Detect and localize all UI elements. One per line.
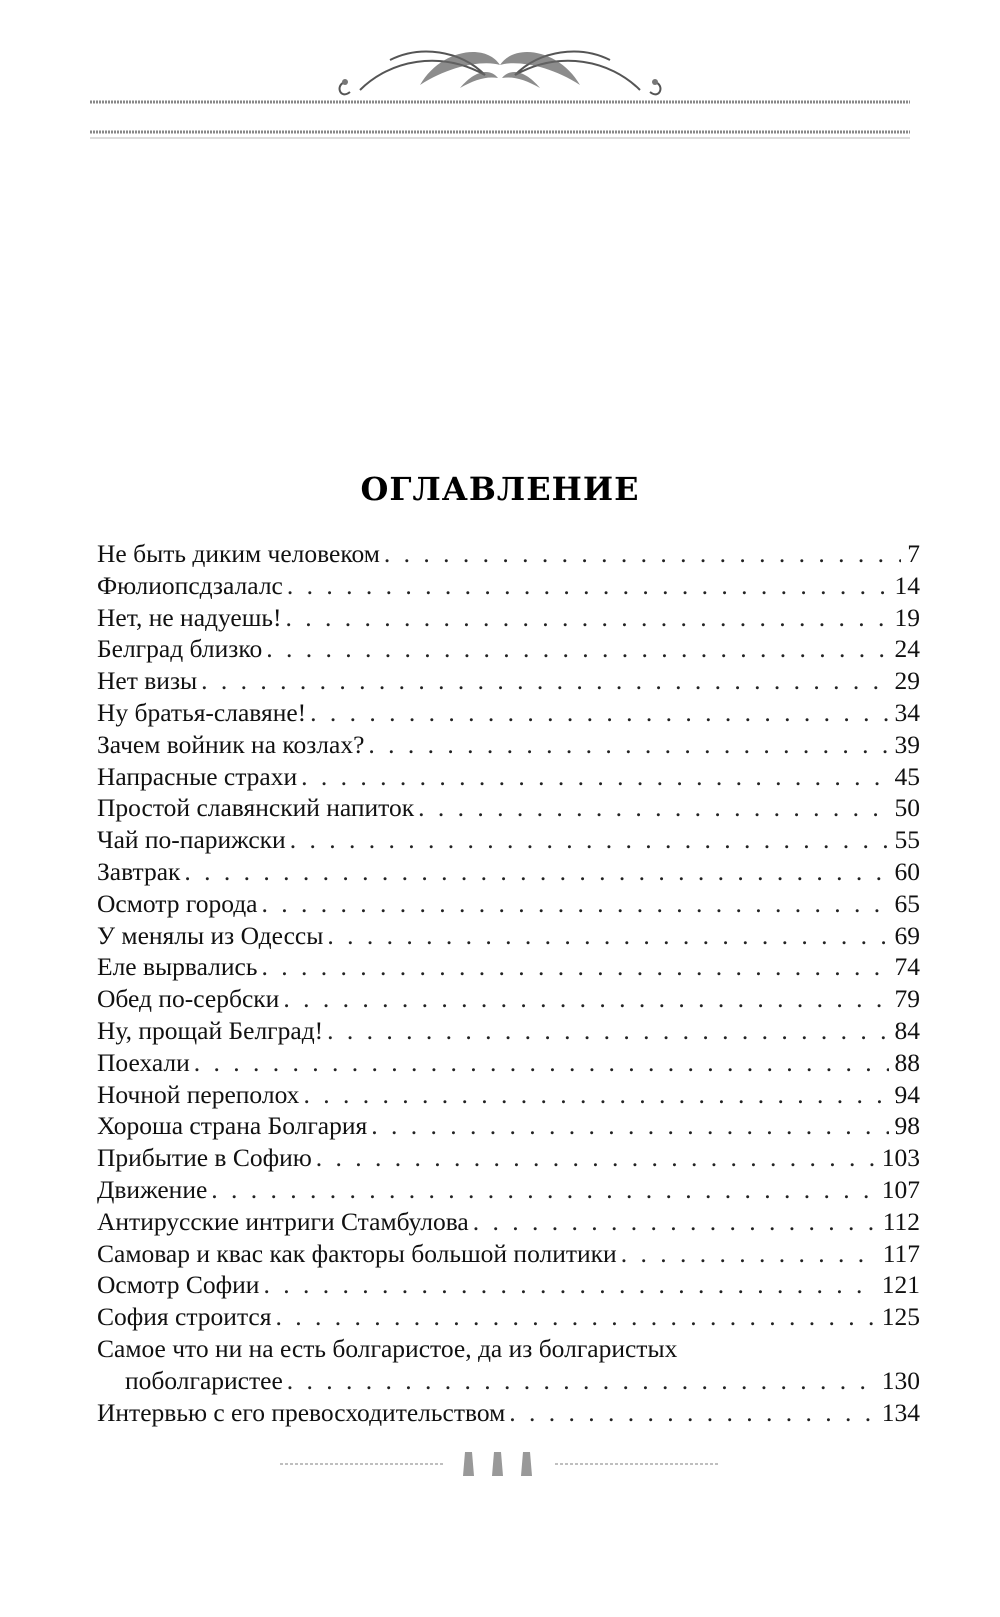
toc-entry-title: У менялы из Одессы: [97, 920, 324, 950]
toc-leader-dots: [290, 824, 889, 856]
toc-entry-page: 107: [881, 1174, 920, 1204]
toc-entry: [97, 665, 920, 697]
toc-entry-title: Зачем войник на козлах?: [97, 729, 365, 759]
toc-leader-dots: [266, 633, 888, 665]
toc-entry-page: 55: [894, 825, 920, 855]
toc-entry: [97, 1206, 920, 1238]
toc-entry-page: 50: [894, 793, 920, 823]
toc-entry-title: Движение: [97, 1174, 208, 1204]
toc-entry: [97, 1397, 920, 1429]
toc-entry-title: Самовар и квас как факторы большой политики: [97, 1238, 617, 1268]
toc-leader-dots: [194, 1047, 889, 1079]
toc-entry: [97, 761, 920, 793]
toc-leader-dots: [283, 983, 888, 1015]
toc-entry-page: 112: [882, 1206, 920, 1236]
toc-leader-dots: [384, 538, 901, 570]
toc-entry-title: София строится: [97, 1302, 272, 1332]
toc-leader-dots: [327, 920, 888, 952]
toc-entry-page: 19: [894, 602, 920, 632]
toc-entry: [97, 1047, 920, 1079]
toc-entry-title: Нет визы: [97, 666, 198, 696]
toc-entry-title: Нет, не надуешь!: [97, 602, 282, 632]
toc-entry: [97, 729, 920, 761]
toc-entry-page: 121: [881, 1270, 920, 1300]
toc-entry-page: 74: [894, 952, 920, 982]
toc-entry: [97, 1238, 920, 1270]
toc-entry-title: Не быть диким человеком: [97, 539, 380, 568]
toc-leader-dots: [211, 1174, 875, 1206]
toc-entry-title: Фюлиопсдзалалс: [97, 570, 283, 600]
toc-entry-page: 65: [894, 888, 920, 918]
toc-entry-page: 7: [907, 539, 920, 568]
toc-entry: [97, 983, 920, 1015]
toc-entry: [97, 792, 920, 824]
toc-entry: [97, 1269, 920, 1301]
toc-entry: [97, 1079, 920, 1111]
toc-leader-dots: [371, 1110, 888, 1142]
toc-entry-multiline-first: Самое что ни на есть болгаристое, да из болгаристых: [97, 1333, 678, 1363]
toc-entry-page: 45: [894, 761, 920, 791]
toc-entry: [97, 1301, 920, 1333]
toc-leader-dots: [285, 602, 888, 634]
toc-entry-title: Осмотр города: [97, 888, 258, 918]
toc-entry-page: 88: [894, 1047, 920, 1077]
toc-entry: [97, 920, 920, 952]
toc-entry-title: Осмотр Софии: [97, 1270, 260, 1300]
toc-entry-page: 14: [894, 570, 920, 600]
toc-entry-title: Еле вырвались: [97, 952, 258, 982]
toc-entry: [97, 697, 920, 729]
toc-entry-title: Антирусские интриги Стамбулова: [97, 1206, 469, 1236]
toc-entry-page: 69: [894, 920, 920, 950]
toc-entry-page: 125: [881, 1302, 920, 1332]
toc-entry-page: 94: [894, 1079, 920, 1109]
toc-entry-page: 103: [881, 1143, 920, 1173]
toc-leader-dots: [621, 1238, 877, 1270]
toc-entry-title: Поехали: [97, 1047, 190, 1077]
toc-entry-title: Белград близко: [97, 634, 263, 664]
toc-leader-dots: [263, 1269, 875, 1301]
header-ornament: [90, 30, 910, 150]
toc-entry-title: Хороша страна Болгария: [97, 1111, 368, 1141]
toc-entry-page: 60: [894, 856, 920, 886]
toc-leader-dots: [287, 570, 889, 602]
toc-leader-dots: [303, 1079, 888, 1111]
toc-entry-title: Ну братья-славяне!: [97, 697, 307, 727]
toc-entry-page: 84: [894, 1015, 920, 1045]
toc-entry: [97, 1142, 920, 1174]
toc-entry-title: Интервью с его превосходительством: [97, 1397, 506, 1427]
toc-entry-page: 134: [881, 1397, 920, 1427]
toc-entry-page: 39: [894, 729, 920, 759]
toc-entry-title: поболгаристее: [125, 1365, 283, 1395]
toc-entry-page: 24: [894, 634, 920, 664]
toc-entry-title: Прибытие в Софию: [97, 1143, 312, 1173]
page-title: ОГЛАВЛЕНИЕ: [360, 470, 640, 508]
toc-entry: [97, 888, 920, 920]
toc-entry-page: 79: [894, 984, 920, 1014]
toc-entry: [97, 633, 920, 665]
toc-leader-dots: [275, 1301, 875, 1333]
toc-leader-dots: [509, 1397, 876, 1429]
toc-entry-title: Завтрак: [97, 856, 181, 886]
toc-leader-dots: [310, 697, 888, 729]
toc-leader-dots: [418, 792, 888, 824]
toc-entry: [97, 856, 920, 888]
toc-leader-dots: [287, 1365, 876, 1397]
toc-leader-dots: [473, 1206, 877, 1238]
toc-leader-dots: [327, 1015, 888, 1047]
toc-leader-dots: [262, 888, 889, 920]
toc-entry-title: Ночной переполох: [97, 1079, 300, 1109]
toc-entry: [97, 1015, 920, 1047]
toc-entry-page: 130: [881, 1365, 920, 1395]
toc-entry: [97, 951, 920, 983]
toc-entry-page: 29: [894, 666, 920, 696]
toc-entry-page: 34: [894, 697, 920, 727]
toc-entry-title: Напрасные страхи: [97, 761, 298, 791]
toc-entry: [97, 602, 920, 634]
toc-entry-title: Чай по-парижски: [97, 825, 286, 855]
table-of-contents: [97, 538, 920, 1428]
footer-ornament: [280, 1442, 720, 1482]
toc-entry-title: Простой славянский напиток: [97, 793, 415, 823]
toc-leader-dots: [201, 665, 888, 697]
toc-entry-page: 98: [894, 1111, 920, 1141]
toc-entry-title: Ну, прощай Белград!: [97, 1015, 324, 1045]
toc-entry: [97, 570, 920, 602]
toc-leader-dots: [316, 1142, 876, 1174]
toc-entry: [97, 1365, 920, 1397]
toc-leader-dots: [261, 951, 888, 983]
toc-entry-title: Обед по-сербски: [97, 984, 280, 1014]
toc-entry: [97, 538, 920, 570]
toc-entry-page: 117: [882, 1238, 920, 1268]
toc-entry: [97, 824, 920, 856]
toc-leader-dots: [368, 729, 888, 761]
toc-entry: [97, 1174, 920, 1206]
toc-leader-dots: [301, 761, 888, 793]
toc-leader-dots: [184, 856, 888, 888]
toc-entry: [97, 1110, 920, 1142]
